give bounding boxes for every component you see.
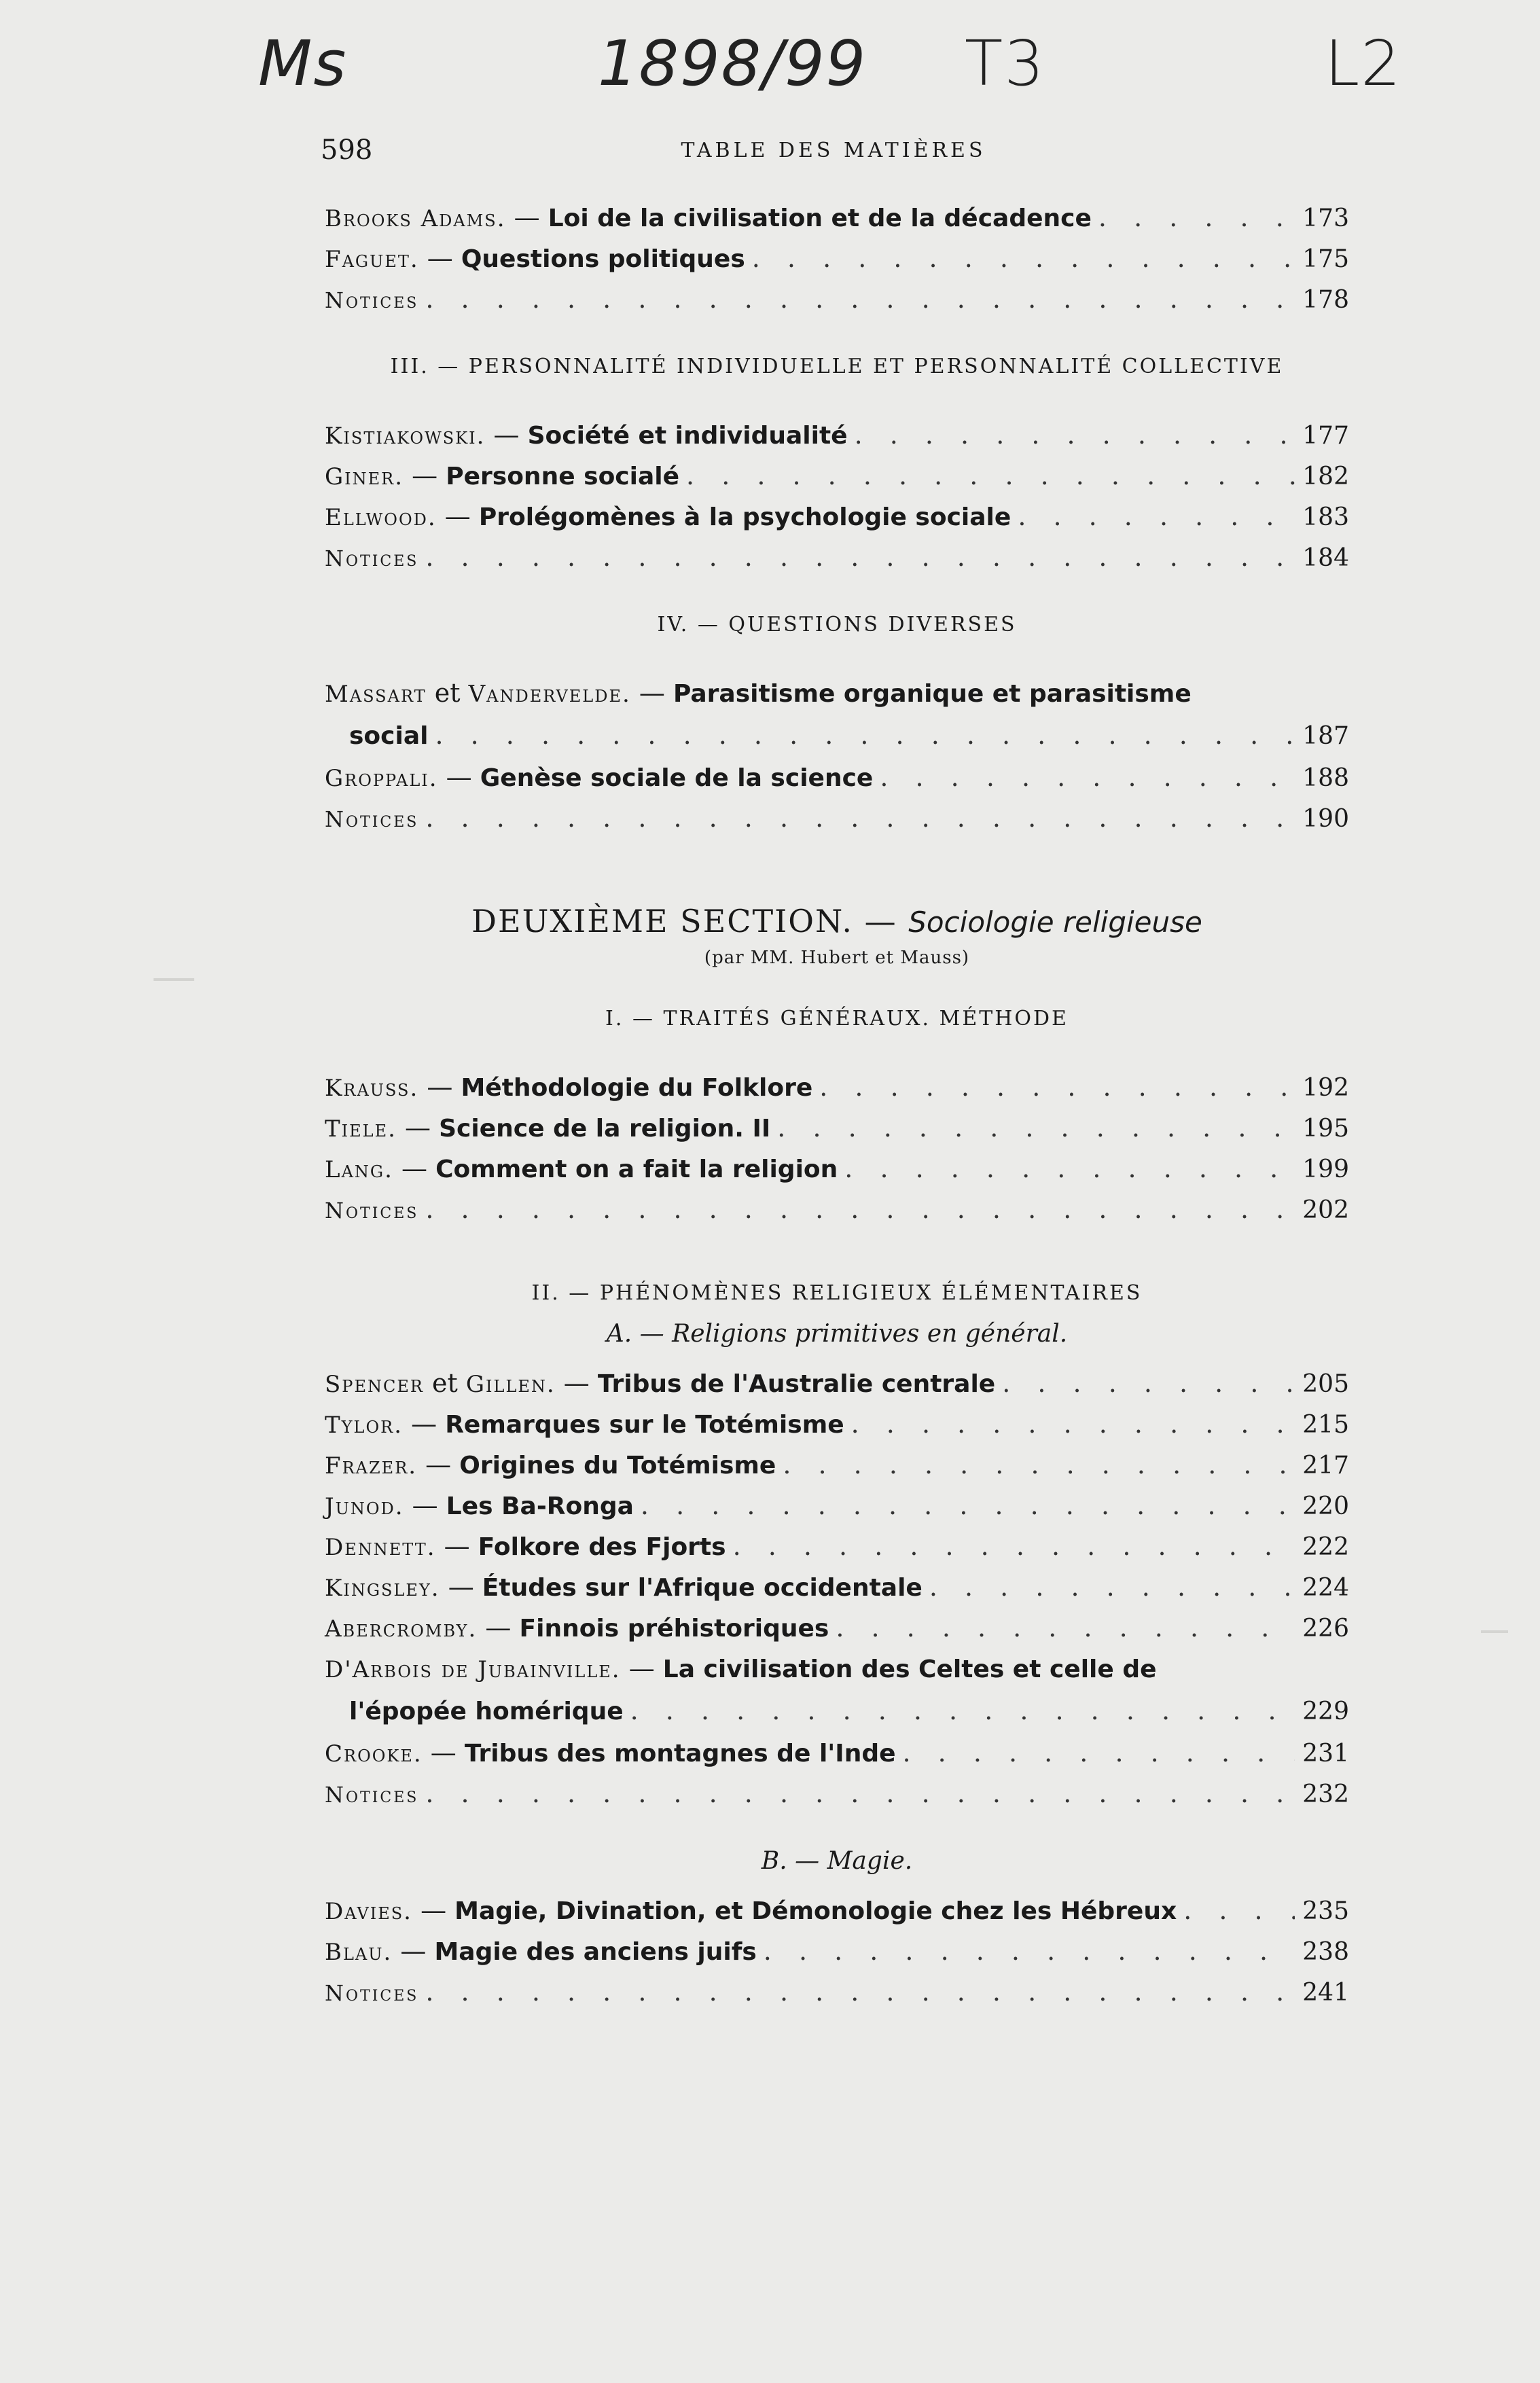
section-authors: (par MM. Hubert et Mauss): [704, 948, 970, 968]
toc-entry-notices: [325, 1189, 1349, 1230]
table-of-contents: [325, 197, 1349, 2012]
entry-page: 188: [1302, 764, 1349, 792]
entry-title: Loi de la civilisation et de la décadence: [548, 204, 1092, 232]
entry-title-continued: social: [349, 722, 429, 750]
notices-label: Notices: [325, 1198, 419, 1223]
toc-entry-notices: [325, 537, 1349, 577]
entry-title-continued: l'épopée homérique: [349, 1698, 624, 1725]
entry-author: Spencer: [325, 1371, 424, 1398]
toc-entry: Tylor. — Remarques sur le Totémisme . . . 215: [325, 1403, 1349, 1444]
entry-conjunction: et: [434, 678, 461, 708]
entry-page: 226: [1302, 1615, 1349, 1643]
section-title-dash: —: [864, 903, 897, 939]
page-number: 598: [321, 135, 373, 166]
notices-label: Notices: [325, 1782, 419, 1808]
entry-title: Prolégomènes à la psychologie sociale: [478, 503, 1011, 531]
entry-author: Abercromby.: [325, 1615, 478, 1643]
entry-title: Comment on a fait la religion: [435, 1155, 838, 1183]
page-mark: [1481, 1630, 1508, 1633]
entry-author: Dennett.: [325, 1534, 436, 1561]
entry-page: 192: [1302, 1074, 1349, 1102]
toc-entry: Tiele. — Science de la religion. II . . . 195: [325, 1107, 1349, 1148]
entry-title: Parasitisme organique et parasitisme: [673, 680, 1192, 708]
entry-page: 220: [1302, 1492, 1349, 1520]
toc-entry-notices: [325, 1773, 1349, 1814]
entry-title: Personne socialé: [446, 463, 680, 490]
toc-entry: Krauss. — Méthodologie du Folklore . . . 192: [325, 1067, 1349, 1107]
handwritten-note-volume: T3: [965, 27, 1045, 100]
entry-page: 205: [1302, 1370, 1349, 1398]
toc-entry: Abercromby. — Finnois préhistoriques . . . 226: [325, 1607, 1349, 1648]
entry-author: Crooke.: [325, 1740, 423, 1768]
toc-entry: Kingsley. — Études sur l'Afrique occidentale . . . 224: [325, 1566, 1349, 1607]
entry-conjunction: et: [432, 1368, 458, 1398]
entry-author: Vandervelde.: [468, 681, 631, 708]
entry-author: Kingsley.: [325, 1575, 440, 1602]
toc-entry: Massart et Vandervelde. — Parasitisme organique et parasitisme social . . . 187: [325, 673, 1349, 757]
running-title: TABLE DES MATIÈRES: [681, 139, 986, 162]
toc-entry: Groppali. — Genèse sociale de la science . . . 188: [325, 757, 1349, 798]
entry-page: 222: [1302, 1533, 1349, 1561]
section-heading-phenomenes: II. — PHÉNOMÈNES RELIGIEUX ÉLÉMENTAIRES: [531, 1281, 1143, 1305]
entry-title: La civilisation des Celtes et celle de: [662, 1655, 1157, 1683]
section-heading-iv: IV. — QUESTIONS DIVERSES: [657, 613, 1017, 637]
toc-entry: Brooks Adams. — Loi de la civilisation et de la décadence . . . 173: [325, 197, 1349, 238]
entry-page: 178: [1302, 286, 1349, 314]
toc-entry: Frazer. — Origines du Totémisme . . . 217: [325, 1444, 1349, 1485]
entry-page: 195: [1302, 1115, 1349, 1143]
entry-page: 184: [1302, 544, 1349, 572]
toc-entry: Crooke. — Tribus des montagnes de l'Inde . . . 231: [325, 1732, 1349, 1773]
entry-author: Ellwood.: [325, 504, 437, 531]
subsection-heading-b: B. — Magie.: [761, 1847, 913, 1875]
section-heading-traites: I. — TRAITÉS GÉNÉRAUX. MÉTHODE: [605, 1007, 1069, 1031]
toc-entry: Lang. — Comment on a fait la religion . . . 199: [325, 1148, 1349, 1189]
toc-entry-notices: [325, 279, 1349, 319]
entry-author: Massart: [325, 681, 427, 708]
entry-page: 241: [1302, 1979, 1349, 2007]
entry-page: 229: [1302, 1698, 1349, 1725]
section-title-main: DEUXIÈME SECTION.: [471, 903, 853, 939]
entry-author: Krauss.: [325, 1075, 419, 1102]
subsection-heading-a: A. — Religions primitives en général.: [606, 1320, 1068, 1348]
entry-page: 215: [1302, 1411, 1349, 1439]
section-title-subject: Sociologie religieuse: [908, 906, 1202, 939]
entry-page: 232: [1302, 1780, 1349, 1808]
entry-author: Davies.: [325, 1898, 412, 1925]
section-title: [325, 899, 1349, 944]
entry-page: 190: [1302, 805, 1349, 833]
entry-title: Finnois préhistoriques: [519, 1615, 829, 1643]
entry-page: 238: [1302, 1938, 1349, 1966]
entry-title: Tribus de l'Australie centrale: [597, 1370, 996, 1398]
entry-author: Gillen.: [465, 1371, 556, 1398]
entry-title: Questions politiques: [461, 245, 745, 273]
entry-author: Lang.: [325, 1156, 393, 1183]
handwritten-note-year: 1898/99: [598, 27, 867, 100]
entry-author: Giner.: [325, 463, 404, 490]
entry-author: Frazer.: [325, 1452, 418, 1480]
entry-author: Faguet.: [325, 246, 419, 273]
toc-entry: Faguet. — Questions politiques . . . 175: [325, 238, 1349, 279]
toc-entry-notices: [325, 798, 1349, 838]
notices-label: Notices: [325, 545, 419, 571]
toc-entry: Junod. — Les Ba-Ronga . . . 220: [325, 1485, 1349, 1526]
entry-page: 199: [1302, 1155, 1349, 1183]
toc-entry: D'Arbois de Jubainville. — La civilisation des Celtes et celle de l'épopée homérique . . . 229: [325, 1648, 1349, 1732]
entry-title: Méthodologie du Folklore: [461, 1074, 813, 1102]
toc-entry: Ellwood. — Prolégomènes à la psychologie sociale . . . 183: [325, 496, 1349, 537]
handwritten-note-shelf: L2: [1325, 27, 1402, 100]
entry-title: Études sur l'Afrique occidentale: [482, 1574, 923, 1602]
entry-title: Genèse sociale de la science: [480, 764, 874, 792]
entry-author: Blau.: [325, 1939, 393, 1966]
page-header: [321, 135, 1346, 175]
entry-author: Tylor.: [325, 1412, 404, 1439]
toc-entry-notices: [325, 1971, 1349, 2012]
toc-entry: Spencer et Gillen. — Tribus de l'Australie centrale . . . 205: [325, 1363, 1349, 1403]
toc-entry: Blau. — Magie des anciens juifs . . . 238: [325, 1931, 1349, 1971]
entry-author: Groppali.: [325, 765, 438, 792]
notices-label: Notices: [325, 806, 419, 832]
entry-title: Magie, Divination, et Démonologie chez les Hébreux: [454, 1897, 1177, 1925]
entry-page: 217: [1302, 1452, 1349, 1480]
entry-page: 182: [1302, 463, 1349, 490]
entry-author: Brooks Adams.: [325, 205, 506, 232]
entry-title: Magie des anciens juifs: [434, 1938, 757, 1966]
notices-label: Notices: [325, 287, 419, 313]
entry-title: Remarques sur le Totémisme: [445, 1411, 844, 1439]
entry-page: 183: [1302, 503, 1349, 531]
toc-entry: Dennett. — Folkore des Fjorts . . . 222: [325, 1526, 1349, 1566]
entry-page: 235: [1302, 1897, 1349, 1925]
notices-label: Notices: [325, 1980, 419, 2006]
toc-entry: Kistiakowski. — Société et individualité . . . 177: [325, 414, 1349, 455]
entry-page: 231: [1302, 1740, 1349, 1768]
entry-author: Junod.: [325, 1493, 404, 1520]
entry-title: Tribus des montagnes de l'Inde: [464, 1740, 896, 1768]
entry-author: Tiele.: [325, 1115, 397, 1143]
entry-page: 173: [1302, 204, 1349, 232]
entry-title: Société et individualité: [527, 422, 848, 450]
entry-title: Origines du Totémisme: [459, 1452, 776, 1480]
section-heading-iii: III. — PERSONNALITÉ INDIVIDUELLE ET PERSONNALITÉ COLLECTIVE: [390, 355, 1284, 378]
toc-entry: Davies. — Magie, Divination, et Démonologie chez les Hébreux . . . 235: [325, 1890, 1349, 1931]
entry-title: Folkore des Fjorts: [478, 1533, 726, 1561]
entry-page: 202: [1302, 1196, 1349, 1224]
entry-page: 187: [1302, 722, 1349, 750]
page-mark: [154, 978, 194, 981]
toc-entry: Giner. — Personne socialé . . . 182: [325, 455, 1349, 496]
entry-page: 224: [1302, 1574, 1349, 1602]
entry-author: D'Arbois de Jubainville.: [325, 1656, 621, 1683]
entry-page: 175: [1302, 245, 1349, 273]
entry-title: Science de la religion. II: [439, 1115, 771, 1143]
handwritten-note-ms: Ms: [258, 27, 348, 100]
entry-title: Les Ba-Ronga: [446, 1492, 634, 1520]
entry-author: Kistiakowski.: [325, 423, 486, 450]
entry-page: 177: [1302, 422, 1349, 450]
